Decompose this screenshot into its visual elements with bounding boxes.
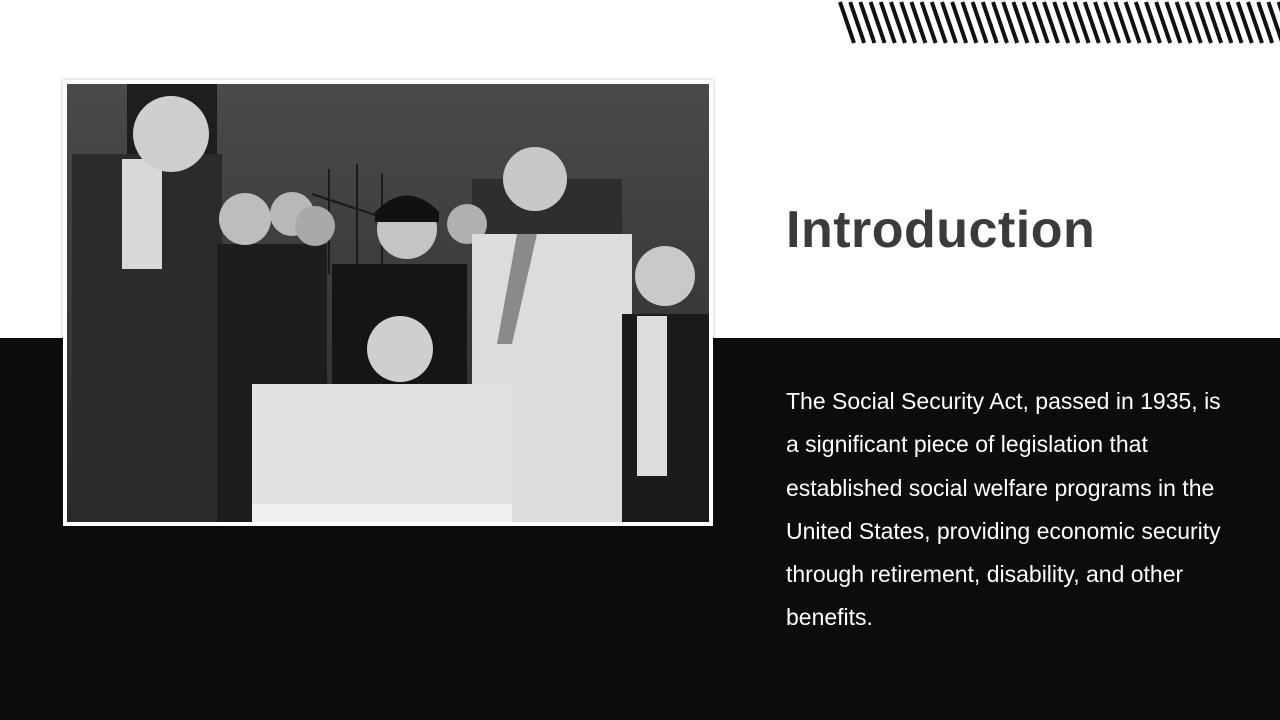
historical-photo (67, 84, 709, 522)
diagonal-stripes-icon (838, 0, 1280, 45)
slide-title: Introduction (786, 201, 1096, 259)
photo-frame (63, 80, 713, 526)
slide-body-text: The Social Security Act, passed in 1935, is a significant piece of legislation that established social welfare programs in the United States, providing economic security through retirement, disability, and other benefits. (786, 388, 1221, 631)
photo-illustration (67, 84, 709, 522)
